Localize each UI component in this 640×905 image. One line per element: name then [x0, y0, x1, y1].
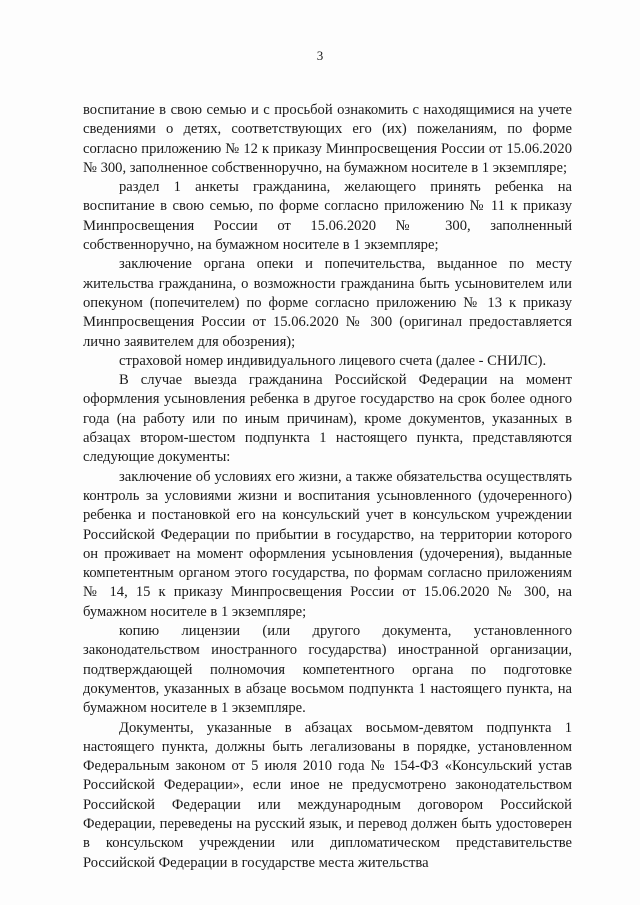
paragraph-8: Документы, указанные в абзацах восьмом-девятом подпункта 1 настоящего пункта, должны быть легализованы в порядке, установленном Федеральным законом от 5 июля 2010 года № 154-ФЗ «Консульский устав Российской Федерации», если иное не предусмотрено законодательством Российской Федерации или международным договором Российской Федерации, переведены на русский язык, и перевод должен быть удостоверен в консульском учреждении или дипломатическом представительстве Российской Федерации в государстве места жительства	[83, 719, 572, 871]
paragraph-1: воспитание в свою семью и с просьбой ознакомить с находящимися на учете сведениями о детях, соответствующих его (их) пожеланиям, по форме согласно приложению № 12 к приказу Минпросвещения России от 15.06.2020 № 300, заполненное собственноручно, на бумажном носителе в 1 экземпляре;	[83, 102, 572, 176]
paragraph-7: копию лицензии (или другого документа, установленного законодательством иностранного государства) иностранной организации, подтверждающей полномочия компетентного органа по подготовке документов, указанных в абзаце восьмом подпункта 1 настоящего пункта, на бумажном носителе в 1 экземпляре.	[83, 623, 572, 717]
paragraph-4: страховой номер индивидуального лицевого счета (далее - СНИЛС).	[119, 352, 547, 369]
paragraph-3: заключение органа опеки и попечительства, выданное по месту жительства гражданина, о возможности гражданина быть усыновителем или опекуном (попечителем) по форме согласно приложению № 13 к приказу Минпросвещения России от 15.06.2020 № 300 (оригинал предоставляется лично заявителем для обозрения);	[83, 256, 572, 350]
paragraph-6: заключение об условиях его жизни, а также обязательства осуществлять контроль за условиями жизни и воспитания усыновленного (удочеренного) ребенка и постановкой его на консульский учет в консульском учреждении Российской Федерации по прибытии в государство, на территории которого он проживает на момент оформления усыновления (удочерения), выданные компетентным органом этого государства, по формам согласно приложениям № 14, 15 к приказу Минпросвещения России от 15.06.2020 № 300, на бумажном носителе в 1 экземпляре;	[83, 468, 572, 620]
page-number: 3	[316, 48, 324, 63]
paragraph-2: раздел 1 анкеты гражданина, желающего принять ребенка на воспитание в свою семью, по форме согласно приложению № 11 к приказу Минпросвещения России от 15.06.2020 № 300, заполненный собственноручно, на бумажном носителе в 1 экземпляре;	[83, 179, 572, 254]
document-body	[83, 101, 572, 873]
paragraph-5: В случае выезда гражданина Российской Федерации на момент оформления усыновления ребенка в другое государство на срок более одного года (на работу или по иным причинам), кроме документов, указанных в абзацах втором-шестом подпункта 1 настоящего пункта, представляются следующие документы:	[83, 372, 572, 466]
